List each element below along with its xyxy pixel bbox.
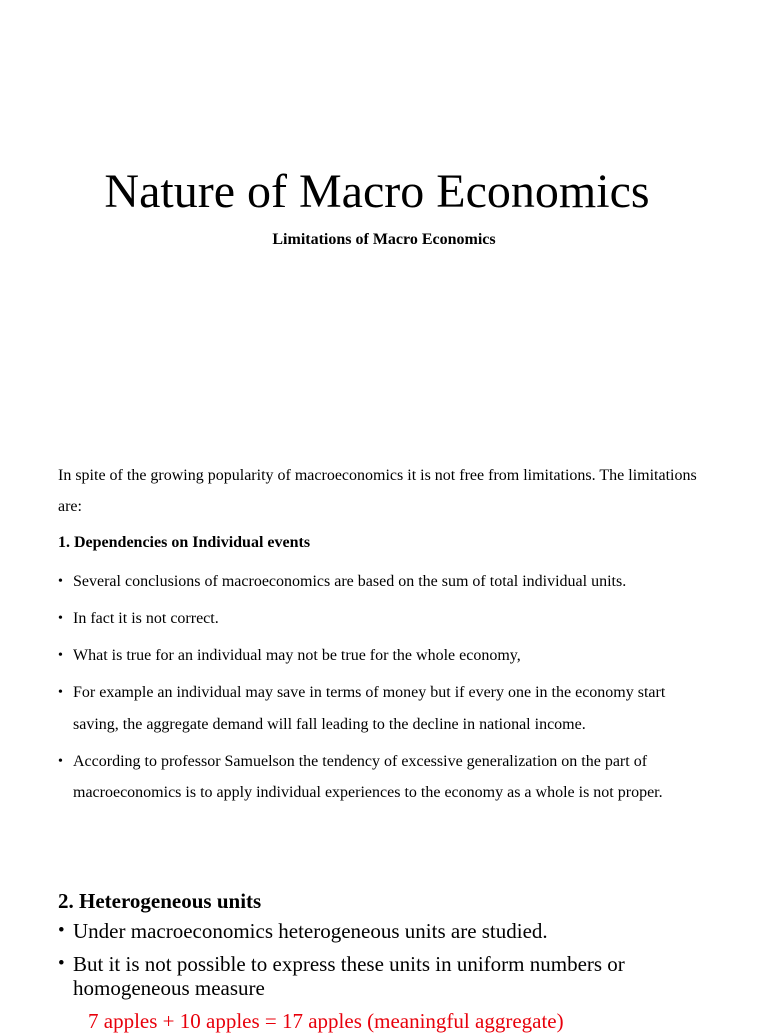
list-item bbox=[58, 603, 708, 635]
list-item bbox=[58, 677, 708, 740]
section-heading-dependencies: 1. Dependencies on Individual events bbox=[58, 534, 311, 551]
dependencies-bullet-list bbox=[58, 566, 708, 814]
section-heading-heterogeneous: 2. Heterogeneous units bbox=[58, 889, 262, 913]
list-item bbox=[58, 566, 708, 598]
bullet-icon: • bbox=[58, 920, 65, 941]
heterogeneous-bullet-list bbox=[58, 919, 718, 1009]
bullet-icon: • bbox=[58, 574, 63, 589]
list-item bbox=[58, 919, 718, 943]
bullet-text: Under macroeconomics heterogeneous units are studied. bbox=[73, 919, 548, 943]
list-item bbox=[58, 952, 718, 1000]
bullet-icon: • bbox=[58, 648, 63, 663]
bullet-icon: • bbox=[58, 753, 63, 769]
bullet-text: What is true for an individual may not be true for the whole economy, bbox=[73, 647, 521, 664]
bullet-text: Several conclusions of macroeconomics are based on the sum of total individual units. bbox=[73, 573, 627, 590]
bullet-text: In fact it is not correct. bbox=[73, 610, 219, 627]
bullet-text: According to professor Samuelson the tendency of excessive generalization on the part of macroeconomics is to apply individual experiences to the economy as a whole is not proper. bbox=[73, 752, 663, 801]
list-item bbox=[58, 746, 708, 809]
bullet-icon: • bbox=[58, 953, 65, 974]
intro-paragraph: In spite of the growing popularity of macroeconomics it is not free from limitations. The limitations are: bbox=[58, 467, 697, 515]
bullet-text: But it is not possible to express these units in uniform numbers or homogeneous measure bbox=[73, 952, 625, 1000]
bullet-icon: • bbox=[58, 611, 63, 626]
list-item bbox=[58, 640, 708, 672]
example-equation: 7 apples + 10 apples = 17 apples (meaningful aggregate) bbox=[88, 1009, 564, 1033]
bullet-icon: • bbox=[58, 685, 63, 700]
page-title: Nature of Macro Economics bbox=[104, 165, 650, 218]
bullet-text: For example an individual may save in terms of money but if every one in the economy start saving, the aggregate demand will fall leading to the decline in national income. bbox=[73, 684, 666, 733]
page-subtitle: Limitations of Macro Economics bbox=[272, 231, 496, 248]
